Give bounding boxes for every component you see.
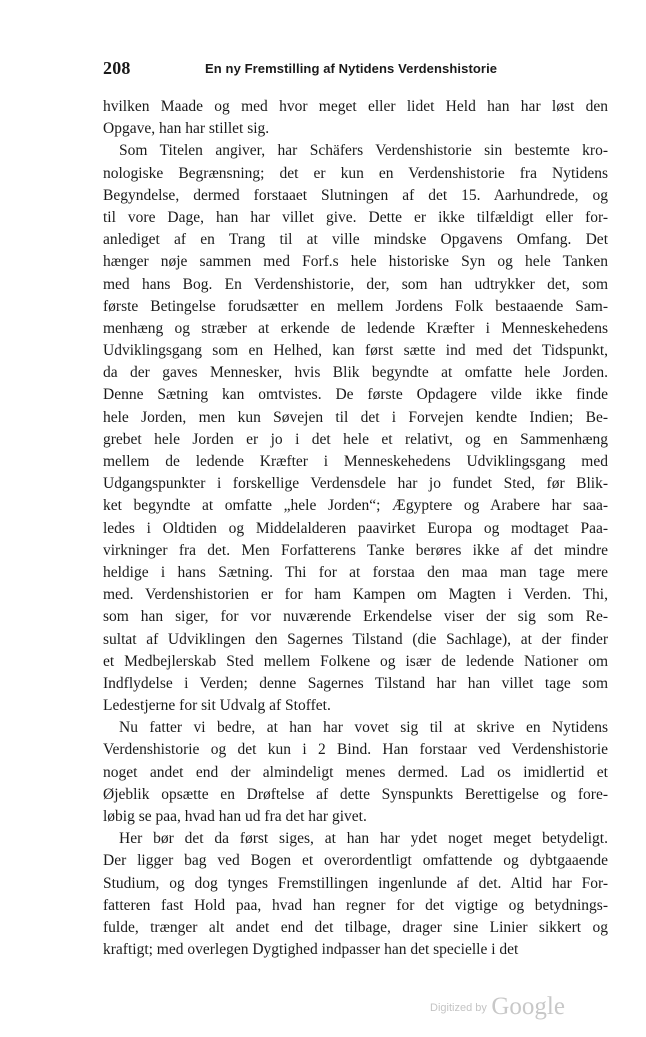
text-line: heldige i hans Sætning. Thi for at forstaa den maa man tage mere (103, 563, 608, 581)
text-line: Verdenshistorie og det kun i 2 Bind. Han forstaar ved Verdenshistorie (103, 741, 608, 759)
text-line: nologiske Begrænsning; det er kun en Verdenshistorie fra Nytidens (103, 164, 608, 182)
text-line: anlediget af en Trang til at ville mindske Opgavens Omfang. Det (103, 231, 608, 249)
text-line: noget andet end der almindeligt menes dermed. Lad os imidlertid et (103, 763, 608, 781)
text-line: fulde, trænger alt andet end det tilbage, drager sine Linier sikkert og (103, 918, 608, 936)
text-line: Der ligger bag ved Bogen et overordentligt omfattende og dybtgaaende (103, 852, 608, 870)
text-line: ledes i Oldtiden og Middelalderen paavirket Europa og modtaget Paa- (103, 519, 608, 537)
paragraph (103, 140, 608, 717)
text-line: med hans Bog. En Verdenshistorie, der, som han udtrykker det, som (103, 275, 608, 293)
text-line: grebet hele Jorden er jo i det hele et relativt, og en Sammenhæng (103, 430, 608, 448)
text-line: Øjeblik opsætte en Drøftelse af dette Synspunkts Berettigelse og fore- (103, 785, 608, 803)
text-line: virkninger fra det. Men Forfatterens Tanke berøres ikke af det mindre (103, 541, 608, 559)
text-line: som han siger, for vor nuværende Erkendelse viser der sig som Re- (103, 608, 608, 626)
text-line: til vore Dage, han har villet give. Dette er ikke tilfældigt eller for- (103, 208, 608, 226)
google-logo: Google (491, 993, 565, 1020)
text-line: Her bør det da først siges, at han har ydet noget meget betydeligt. (119, 830, 608, 848)
text-line: hænger nøje sammen med Forf.s hele historiske Syn og hele Tanken (103, 253, 608, 271)
paragraph (103, 828, 608, 961)
text-line: ket begyndte at omfatte „hele Jorden“; Ægyptere og Arabere har saa- (103, 497, 608, 515)
text-line: Begyndelse, dermed forstaaet Slutningen af det 15. Aarhundrede, og (103, 186, 608, 204)
text-line: sultat af Udviklingen den Sagernes Tilstand (die Sachlage), at der finder (103, 630, 608, 648)
text-line: Studium, og dog tynges Fremstillingen ingenlunde af det. Altid har For- (103, 874, 608, 892)
text-line: kraftigt; med overlegen Dygtighed indpasser han det specielle i det (103, 941, 519, 959)
text-line: hele Jorden, men kun Søvejen til det i Forvejen kendte Indien; Be- (103, 408, 608, 426)
body-text (103, 96, 608, 961)
text-line: første Betingelse forudsætter en mellem Jordens Folk bestaaende Sam- (103, 297, 608, 315)
running-title: En ny Fremstilling af Nytidens Verdenshistorie (205, 61, 498, 76)
text-line: fatteren fast Hold paa, hvad han regner for det vigtige og betydnings- (103, 896, 608, 914)
text-line: et Medbejlerskab Sted mellem Folkene og især de ledende Nationer om (103, 652, 608, 670)
text-line: Indflydelse i Verden; denne Sagernes Tilstand har han villet tage som (103, 674, 608, 692)
page-header (103, 58, 608, 84)
text-line: Opgave, han har stillet sig. (103, 120, 270, 138)
text-line: Ledestjerne for sit Udvalg af Stoffet. (103, 697, 331, 715)
text-line: Som Titelen angiver, har Schäfers Verdenshistorie sin bestemte kro- (119, 142, 608, 160)
text-line: Udgangspunkter i forskellige Verdensdele har jo fundet Sted, før Blik- (103, 475, 608, 493)
text-line: Denne Sætning kan omtvistes. De første Opdagere vilde ikke finde (103, 386, 608, 404)
text-line: hvilken Maade og med hvor meget eller lidet Held han har løst den (103, 98, 608, 115)
text-line: med. Verdenshistorien er for ham Kampen om Magten i Verden. Thi, (103, 586, 608, 604)
watermark-caption: Digitized by (430, 1002, 487, 1014)
text-line: løbig se paa, hvad han ud fra det har givet. (103, 808, 367, 825)
text-line: da der gaves Mennesker, hvis Blik begyndte at omfatte hele Jorden. (103, 364, 608, 382)
digitization-watermark (430, 993, 565, 1021)
paragraph (103, 717, 608, 828)
text-line: Udviklingsgang som en Helhed, kan først sætte ind med det Tidspunkt, (103, 342, 608, 360)
page-number: 208 (103, 58, 131, 78)
text-line: Nu fatter vi bedre, at han har vovet sig til at skrive en Nytidens (119, 719, 608, 737)
text-line: menhæng og stræber at erkende de ledende Kræfter i Menneskehedens (103, 319, 608, 337)
text-line: mellem de ledende Kræfter i Menneskehedens Udviklingsgang med (103, 453, 608, 470)
paragraph (103, 96, 608, 140)
